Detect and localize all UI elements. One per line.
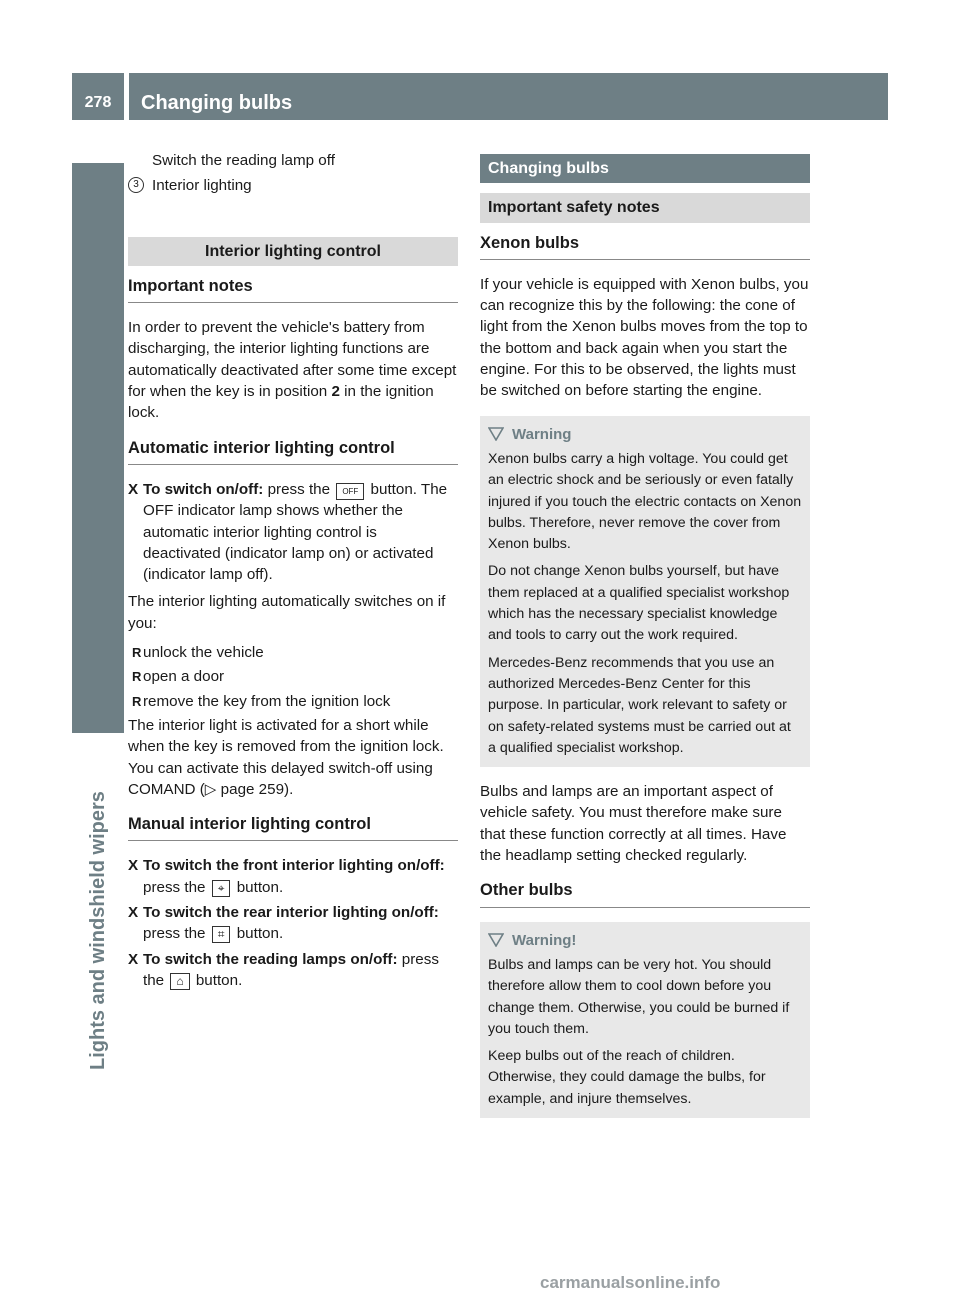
- warning-title: Warning: [512, 425, 572, 443]
- callout-number: 3: [128, 177, 144, 193]
- heading-manual-lighting: Manual interior lighting control: [128, 814, 458, 841]
- warning-box-other: [480, 922, 810, 1118]
- warning-heading: [488, 930, 802, 951]
- heading-important-notes: Important notes: [128, 276, 458, 303]
- step-rear-lighting: [128, 902, 458, 945]
- watermark: carmanualsonline.info: [540, 1273, 721, 1292]
- step-icon: X: [128, 857, 139, 875]
- rear-lamp-button-icon: ⌗: [212, 926, 231, 943]
- step-label: To switch the reading lamps on/off:: [143, 950, 398, 968]
- text: press the: [143, 950, 439, 989]
- text: open a door: [143, 668, 225, 686]
- warning-heading: [488, 424, 802, 445]
- page-title: Changing bulbs: [129, 73, 888, 120]
- bullet-icon: R: [132, 669, 142, 685]
- step-label: To switch the rear interior lighting on/off:: [143, 904, 439, 922]
- section-band-changing-bulbs: Changing bulbs: [480, 154, 810, 183]
- list-item: [128, 691, 458, 712]
- step-label: To switch the front interior lighting on/off:: [143, 857, 445, 875]
- callout-3: [128, 175, 458, 196]
- paragraph-switches: The interior lighting automatically switches on if you:: [128, 593, 446, 632]
- bullet-icon: R: [132, 645, 142, 661]
- text: press the: [267, 480, 331, 498]
- warning-text: Xenon bulbs carry a high voltage. You could get an electric shock and be seriously or even fatally injured if you touch the electric contacts on Xenon bulbs. Therefore, never remove the cover from Xenon bulbs.: [488, 450, 802, 553]
- left-column: [128, 150, 458, 994]
- paragraph-important: [128, 317, 458, 423]
- front-lamp-button-icon: ⌖: [212, 880, 231, 897]
- warning-text: Bulbs and lamps can be very hot. You should therefore allow them to cool down before you change them. Otherwise, you could be burned if you touch them.: [488, 956, 790, 1037]
- section-label: Lights and windshield wipers: [87, 791, 109, 1070]
- text-bold: 2: [331, 383, 340, 401]
- step-icon: X: [128, 950, 139, 968]
- step-icon: X: [128, 904, 139, 922]
- text: button.: [236, 878, 284, 896]
- paragraph-delay: The interior light is activated for a short while when the key is removed from the ignition lock. You can activate this delayed switch-off using COMAND (▷ page 259).: [128, 716, 444, 798]
- list-item: [128, 666, 458, 687]
- text: press the: [143, 878, 206, 896]
- sidebar-tab: [72, 163, 124, 733]
- text: In order to prevent the vehicle's battery from discharging, the interior lighting functions are automatically deactivated after some time except for when the key is in position: [128, 319, 457, 401]
- step-icon: X: [128, 480, 139, 498]
- paragraph-xenon: If your vehicle is equipped with Xenon bulbs, you can recognize this by the following: the cone of light from the Xenon bulbs moves from the top to the bottom and back again when you start the engine. For this to be observed, the lights must be switched on before starting the engine.: [480, 275, 809, 400]
- heading-automatic-lighting: Automatic interior lighting control: [128, 438, 458, 465]
- warning-text: Mercedes-Benz recommends that you use an authorized Mercedes-Benz Center for this purpose. In particular, work relevant to safety or on safety-related systems must be carried out at a qualified specialist workshop.: [488, 654, 791, 756]
- off-button-icon: OFF: [336, 483, 364, 500]
- step-label: To switch on/off:: [143, 480, 264, 498]
- intro-line: Switch the reading lamp off: [152, 152, 335, 169]
- step-auto-switch: [128, 479, 458, 585]
- warning-triangle-icon: [488, 933, 504, 947]
- list-item: [128, 642, 458, 663]
- text: press the: [143, 925, 206, 943]
- page-number: 278: [72, 73, 124, 120]
- text: remove the key from the ignition lock: [143, 692, 391, 710]
- warning-triangle-icon: [488, 427, 504, 441]
- section-band-interior-lighting: Interior lighting control: [128, 237, 458, 266]
- warning-text: Do not change Xenon bulbs yourself, but have them replaced at a qualified specialist workshop which has the necessary specialist knowledge and tools to carry out the work required.: [488, 563, 790, 644]
- heading-other-bulbs: Other bulbs: [480, 880, 810, 907]
- step-reading-lamps: [128, 949, 458, 992]
- heading-xenon-bulbs: Xenon bulbs: [480, 233, 810, 260]
- text: unlock the vehicle: [143, 644, 264, 662]
- bullet-icon: R: [132, 693, 142, 709]
- callout-text: Interior lighting: [152, 177, 252, 195]
- step-front-lighting: [128, 855, 458, 898]
- reading-lamp-button-icon: ⌂: [170, 973, 189, 990]
- text: button.: [236, 925, 284, 943]
- paragraph-bulbs: Bulbs and lamps are an important aspect of vehicle safety. You must therefore make sure that these function correctly at all times. Have the headlamp setting checked regularly.: [480, 783, 787, 865]
- text: button. The OFF indicator lamp shows whether the automatic interior lighting control is deactivated (indicator lamp on) or activated (indicator lamp off).: [143, 480, 448, 584]
- right-column: [480, 154, 810, 1132]
- text: in the ignition lock.: [128, 383, 434, 422]
- warning-text: Keep bulbs out of the reach of children. Otherwise, they could damage the bulbs, for example, and injure themselves.: [488, 1048, 766, 1107]
- text: button.: [195, 971, 243, 989]
- subsection-band-safety: Important safety notes: [480, 193, 810, 222]
- warning-title: Warning!: [512, 931, 577, 949]
- warning-box-xenon: [480, 416, 810, 767]
